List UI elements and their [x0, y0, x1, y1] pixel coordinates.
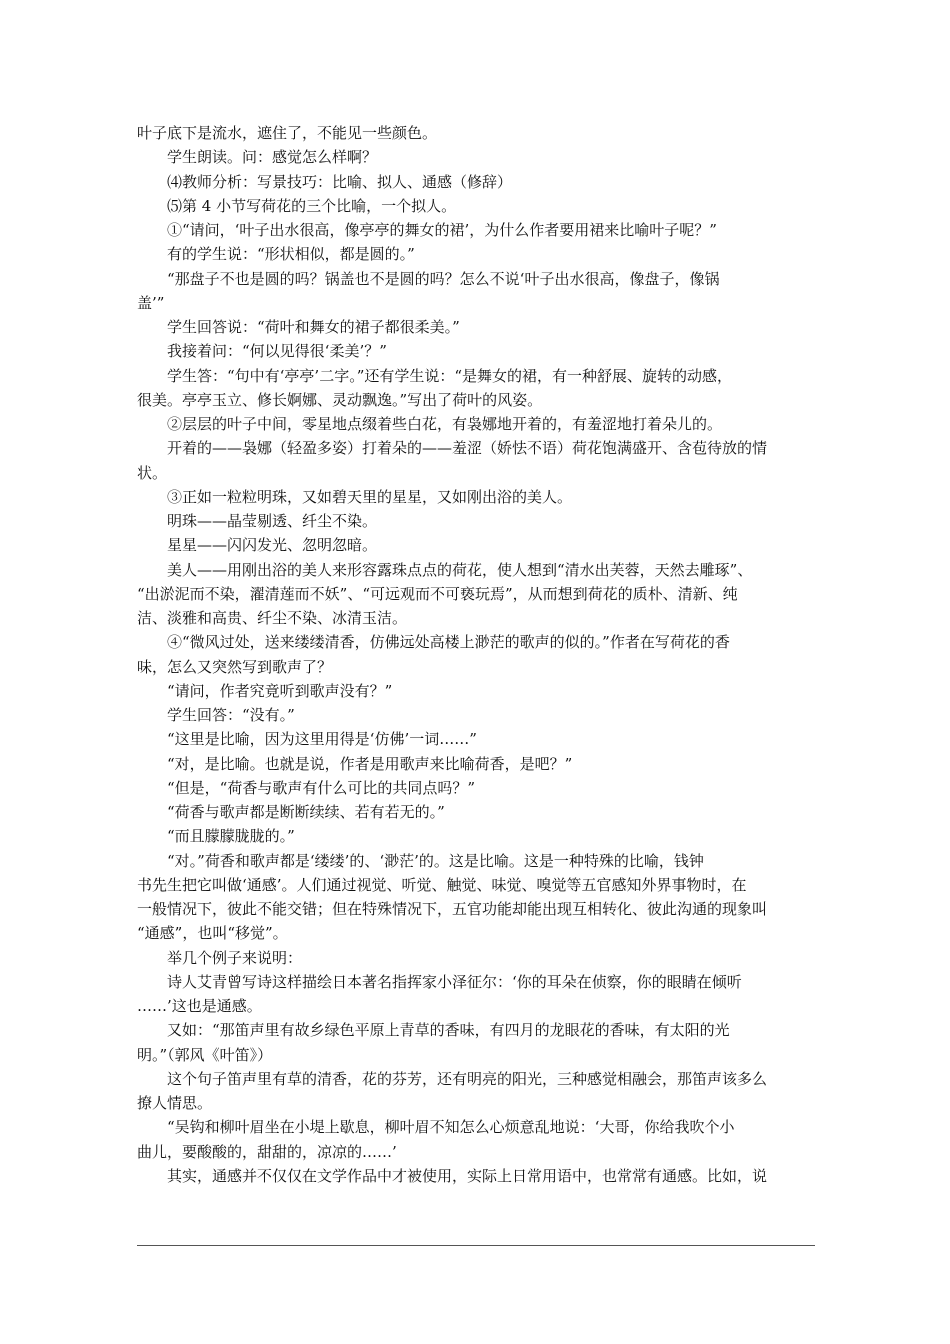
- text-line: 开着的——袅娜（轻盈多姿）打着朵的——羞涩（娇怯不语）荷花饱满盛开、含苞待放的情: [167, 439, 768, 458]
- document-body: [137, 121, 817, 1188]
- text-line: 举几个例子来说明：: [167, 948, 303, 967]
- text-line: 状。: [137, 463, 168, 482]
- text-line: 明。”（郭风《叶笛》）: [137, 1045, 273, 1064]
- text-line: 其实，通感并不仅仅在文学作品中才被使用，实际上日常用语中，也常常有通感。比如，说: [167, 1166, 768, 1185]
- text-line: “对。”荷香和歌声都是‘缕缕’的、‘渺茫’的。这是比喻。这是一种特殊的比喻，钱钟: [167, 851, 704, 870]
- footer-divider: [137, 1245, 815, 1246]
- text-line: 味，怎么又突然写到歌声了？: [137, 657, 333, 676]
- text-line: 洁、淡雅和高贵、纤尘不染、冰清玉洁。: [137, 609, 408, 627]
- text-line: 有的学生说：“形状相似，都是圆的。”: [167, 245, 415, 264]
- text-line: “但是，“荷香与歌声有什么可比的共同点吗？”: [167, 778, 476, 797]
- text-line: 星星——闪闪发光、忽明忽暗。: [167, 536, 378, 555]
- text-line: “那盘子不也是圆的吗？锅盖也不是圆的吗？怎么不说‘叶子出水很高，像盘子，像锅: [167, 269, 720, 288]
- text-line: “对，是比喻。也就是说，作者是用歌声来比喻荷香，是吧？”: [167, 754, 573, 773]
- text-line: 学生朗读。问：感觉怎么样啊？: [167, 148, 378, 167]
- text-line: “这里是比喻，因为这里用得是‘仿佛’一词……”: [167, 730, 477, 749]
- text-line: 美人——用刚出浴的美人来形容露珠点点的荷花，使人想到“清水出芙蓉，天然去雕琢”、: [167, 560, 753, 579]
- text-line: 叶子底下是流水，遮住了，不能见一些颜色。: [137, 124, 438, 142]
- text-line: “吴钩和柳叶眉坐在小堤上歇息，柳叶眉不知怎么心烦意乱地说：‘大哥，你给我吹个小: [167, 1118, 735, 1137]
- text-line: 这个句子笛声里有草的清香，花的芬芳，还有明亮的阳光，三种感觉相融会，那笛声该多么: [167, 1069, 768, 1088]
- text-line: 很美。亭亭玉立、修长婀娜、灵动飘逸。”写出了荷叶的风姿。: [137, 390, 543, 409]
- text-line: 明珠——晶莹剔透、纤尘不染。: [167, 512, 378, 530]
- text-line: 学生答：“句中有‘亭亭’二字。”还有学生说：“是舞女的裙，有一种舒展、旋转的动感，: [167, 366, 733, 385]
- text-line: 盖’”: [137, 293, 165, 312]
- text-line: “通感”，也叫“移觉”。: [137, 924, 288, 943]
- text-line: 书先生把它叫做‘通感’。人们通过视觉、听觉、触觉、味觉、嗅觉等五官感知外界事物时，在: [137, 875, 747, 894]
- text-line: ①“请问，‘叶子出水很高，像亭亭的舞女的裙’，为什么作者要用裙来比喻叶子呢？”: [167, 221, 717, 239]
- text-line: ③正如一粒粒明珠，又如碧天里的星星，又如刚出浴的美人。: [167, 487, 573, 506]
- text-line: “荷香与歌声都是断断续续、若有若无的。”: [167, 803, 445, 821]
- text-line: 诗人艾青曾写诗这样描绘日本著名指挥家小泽征尔：‘你的耳朵在侦察，你的眼睛在倾听: [167, 972, 742, 991]
- text-line: 又如：“那笛声里有故乡绿色平原上青草的香味，有四月的龙眼花的香味，有太阳的光: [167, 1021, 730, 1040]
- text-line: 学生回答说：“荷叶和舞女的裙子都很柔美。”: [167, 318, 460, 336]
- text-line: ④“微风过处，送来缕缕清香，仿佛远处高楼上渺茫的歌声的似的。”作者在写荷花的香: [167, 633, 730, 652]
- text-line: 我接着问：“何以见得很‘柔美’？”: [167, 342, 387, 361]
- text-line: ⑷教师分析：写景技巧：比喻、拟人、通感（修辞）: [167, 172, 513, 191]
- text-line: “出淤泥而不染，濯清莲而不妖”、“可远观而不可亵玩焉”，从而想到荷花的质朴、清新、纯: [137, 584, 738, 603]
- text-line: ②层层的叶子中间，零星地点缀着些白花，有袅娜地开着的，有羞涩地打着朵儿的。: [167, 415, 723, 433]
- text-line: “而且朦朦胧胧的。”: [167, 827, 295, 846]
- text-line: 曲儿，要酸酸的，甜甜的，凉凉的……’: [137, 1142, 397, 1161]
- text-line: 一般情况下，彼此不能交错；但在特殊情况下，五官功能却能出现互相转化、彼此沟通的现象叫: [137, 900, 768, 918]
- text-line: ……’这也是通感。: [137, 997, 262, 1015]
- text-line: ⑸第 4 小节写荷花的三个比喻，一个拟人。: [167, 196, 457, 215]
- text-line: 学生回答：“没有。”: [167, 706, 295, 724]
- text-line: 撩人情思。: [137, 1094, 213, 1112]
- text-line: “请问，作者究竟听到歌声没有？”: [167, 681, 393, 700]
